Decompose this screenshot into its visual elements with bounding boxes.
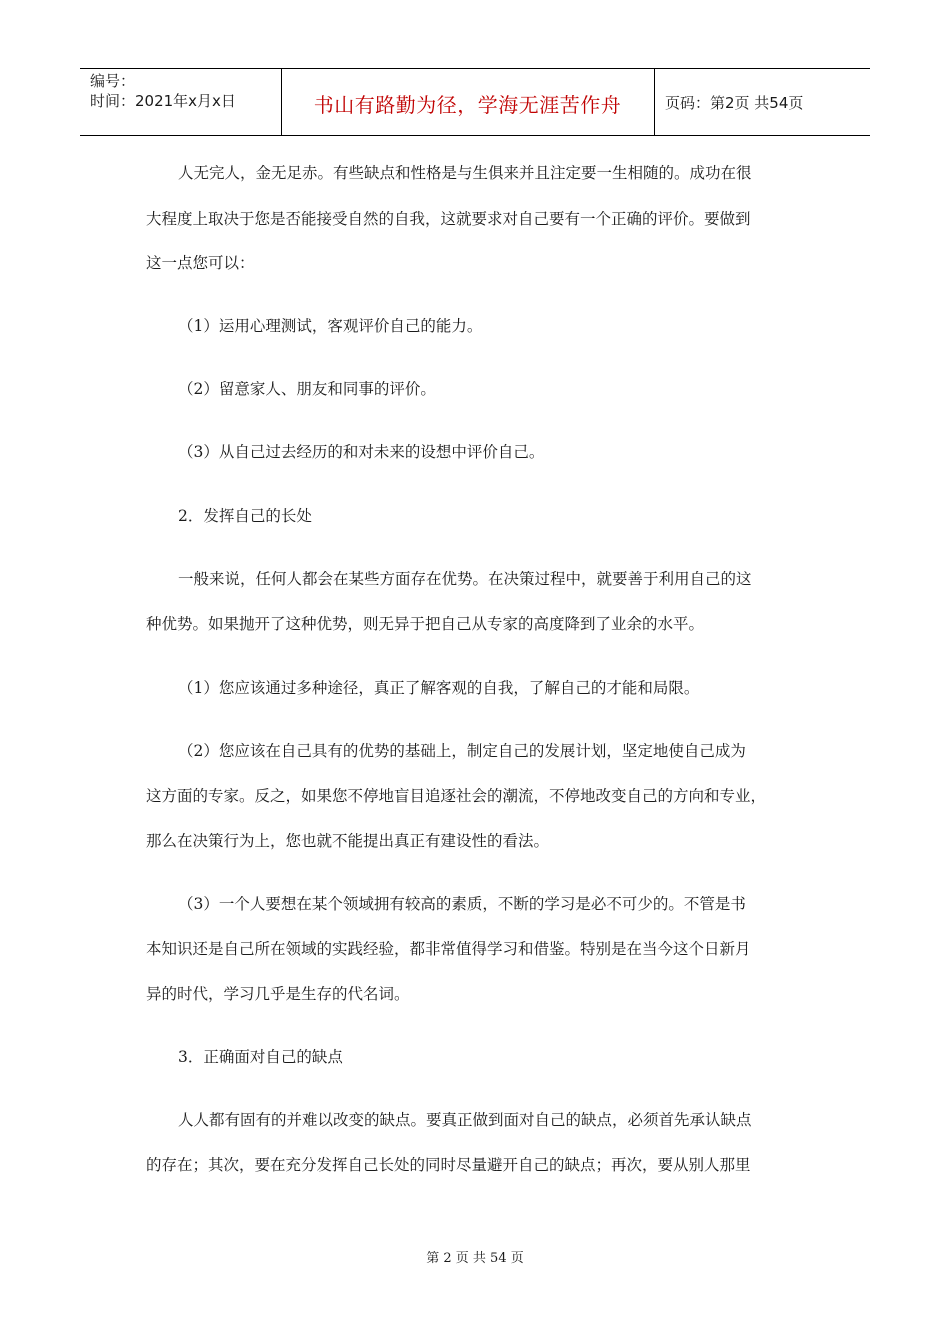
paragraph-line: 一般来说，任何人都会在某些方面存在优势。在决策过程中，就要善于利用自己的这 xyxy=(178,570,752,588)
list-item: （3）从自己过去经历的和对未来的设想中评价自己。 xyxy=(178,443,545,461)
header-divider xyxy=(654,69,655,135)
list-item: （1）您应该通过多种途径，真正了解客观的自我，了解自己的才能和局限。 xyxy=(178,679,700,697)
section-heading: 3．正确面对自己的缺点 xyxy=(178,1048,343,1066)
number-label: 编号： xyxy=(90,72,136,90)
section-heading: 2．发挥自己的长处 xyxy=(178,507,312,525)
paragraph-line: 种优势。如果抛开了这种优势，则无异于把自己从专家的高度降到了业余的水平。 xyxy=(146,615,705,633)
paragraph-line: 人无完人，金无足赤。有些缺点和性格是与生俱来并且注定要一生相随的。成功在很 xyxy=(178,164,752,182)
paragraph-line: 异的时代，学习几乎是生存的代名词。 xyxy=(146,985,410,1003)
header-page-info: 页码：第2页 共54页 xyxy=(665,94,804,112)
list-item: （1）运用心理测试，客观评价自己的能力。 xyxy=(178,317,483,335)
list-item: （2）您应该在自己具有的优势的基础上，制定自己的发展计划，坚定地使自己成为 xyxy=(178,742,746,760)
paragraph-line: 这方面的专家。反之，如果您不停地盲目追逐社会的潮流，不停地改变自己的方向和专业， xyxy=(146,787,767,805)
list-item: （2）留意家人、朋友和同事的评价。 xyxy=(178,380,436,398)
header-meta xyxy=(90,71,236,111)
paragraph-line: 本知识还是自己所在领域的实践经验，都非常值得学习和借鉴。特别是在当今这个日新月 xyxy=(146,940,751,958)
list-item: （3）一个人要想在某个领域拥有较高的素质，不断的学习是必不可少的。不管是书 xyxy=(178,895,746,913)
page-header xyxy=(80,68,870,136)
paragraph-line: 大程度上取决于您是否能接受自然的自我，这就要求对自己要有一个正确的评价。要做到 xyxy=(146,210,751,228)
date-line: 时间：2021年x月x日 xyxy=(90,92,236,110)
paragraph-line: 这一点您可以： xyxy=(146,254,255,272)
page-footer: 第 2 页 共 54 页 xyxy=(426,1251,524,1266)
paragraph-line: 那么在决策行为上，您也就不能提出真正有建设性的看法。 xyxy=(146,832,550,850)
header-motto: 书山有路勤为径，学海无涯苦作舟 xyxy=(313,93,622,117)
paragraph-line: 的存在；其次，要在充分发挥自己长处的同时尽量避开自己的缺点；再次，要从别人那里 xyxy=(146,1156,751,1174)
paragraph-line: 人人都有固有的并难以改变的缺点。要真正做到面对自己的缺点，必须首先承认缺点 xyxy=(178,1111,752,1129)
